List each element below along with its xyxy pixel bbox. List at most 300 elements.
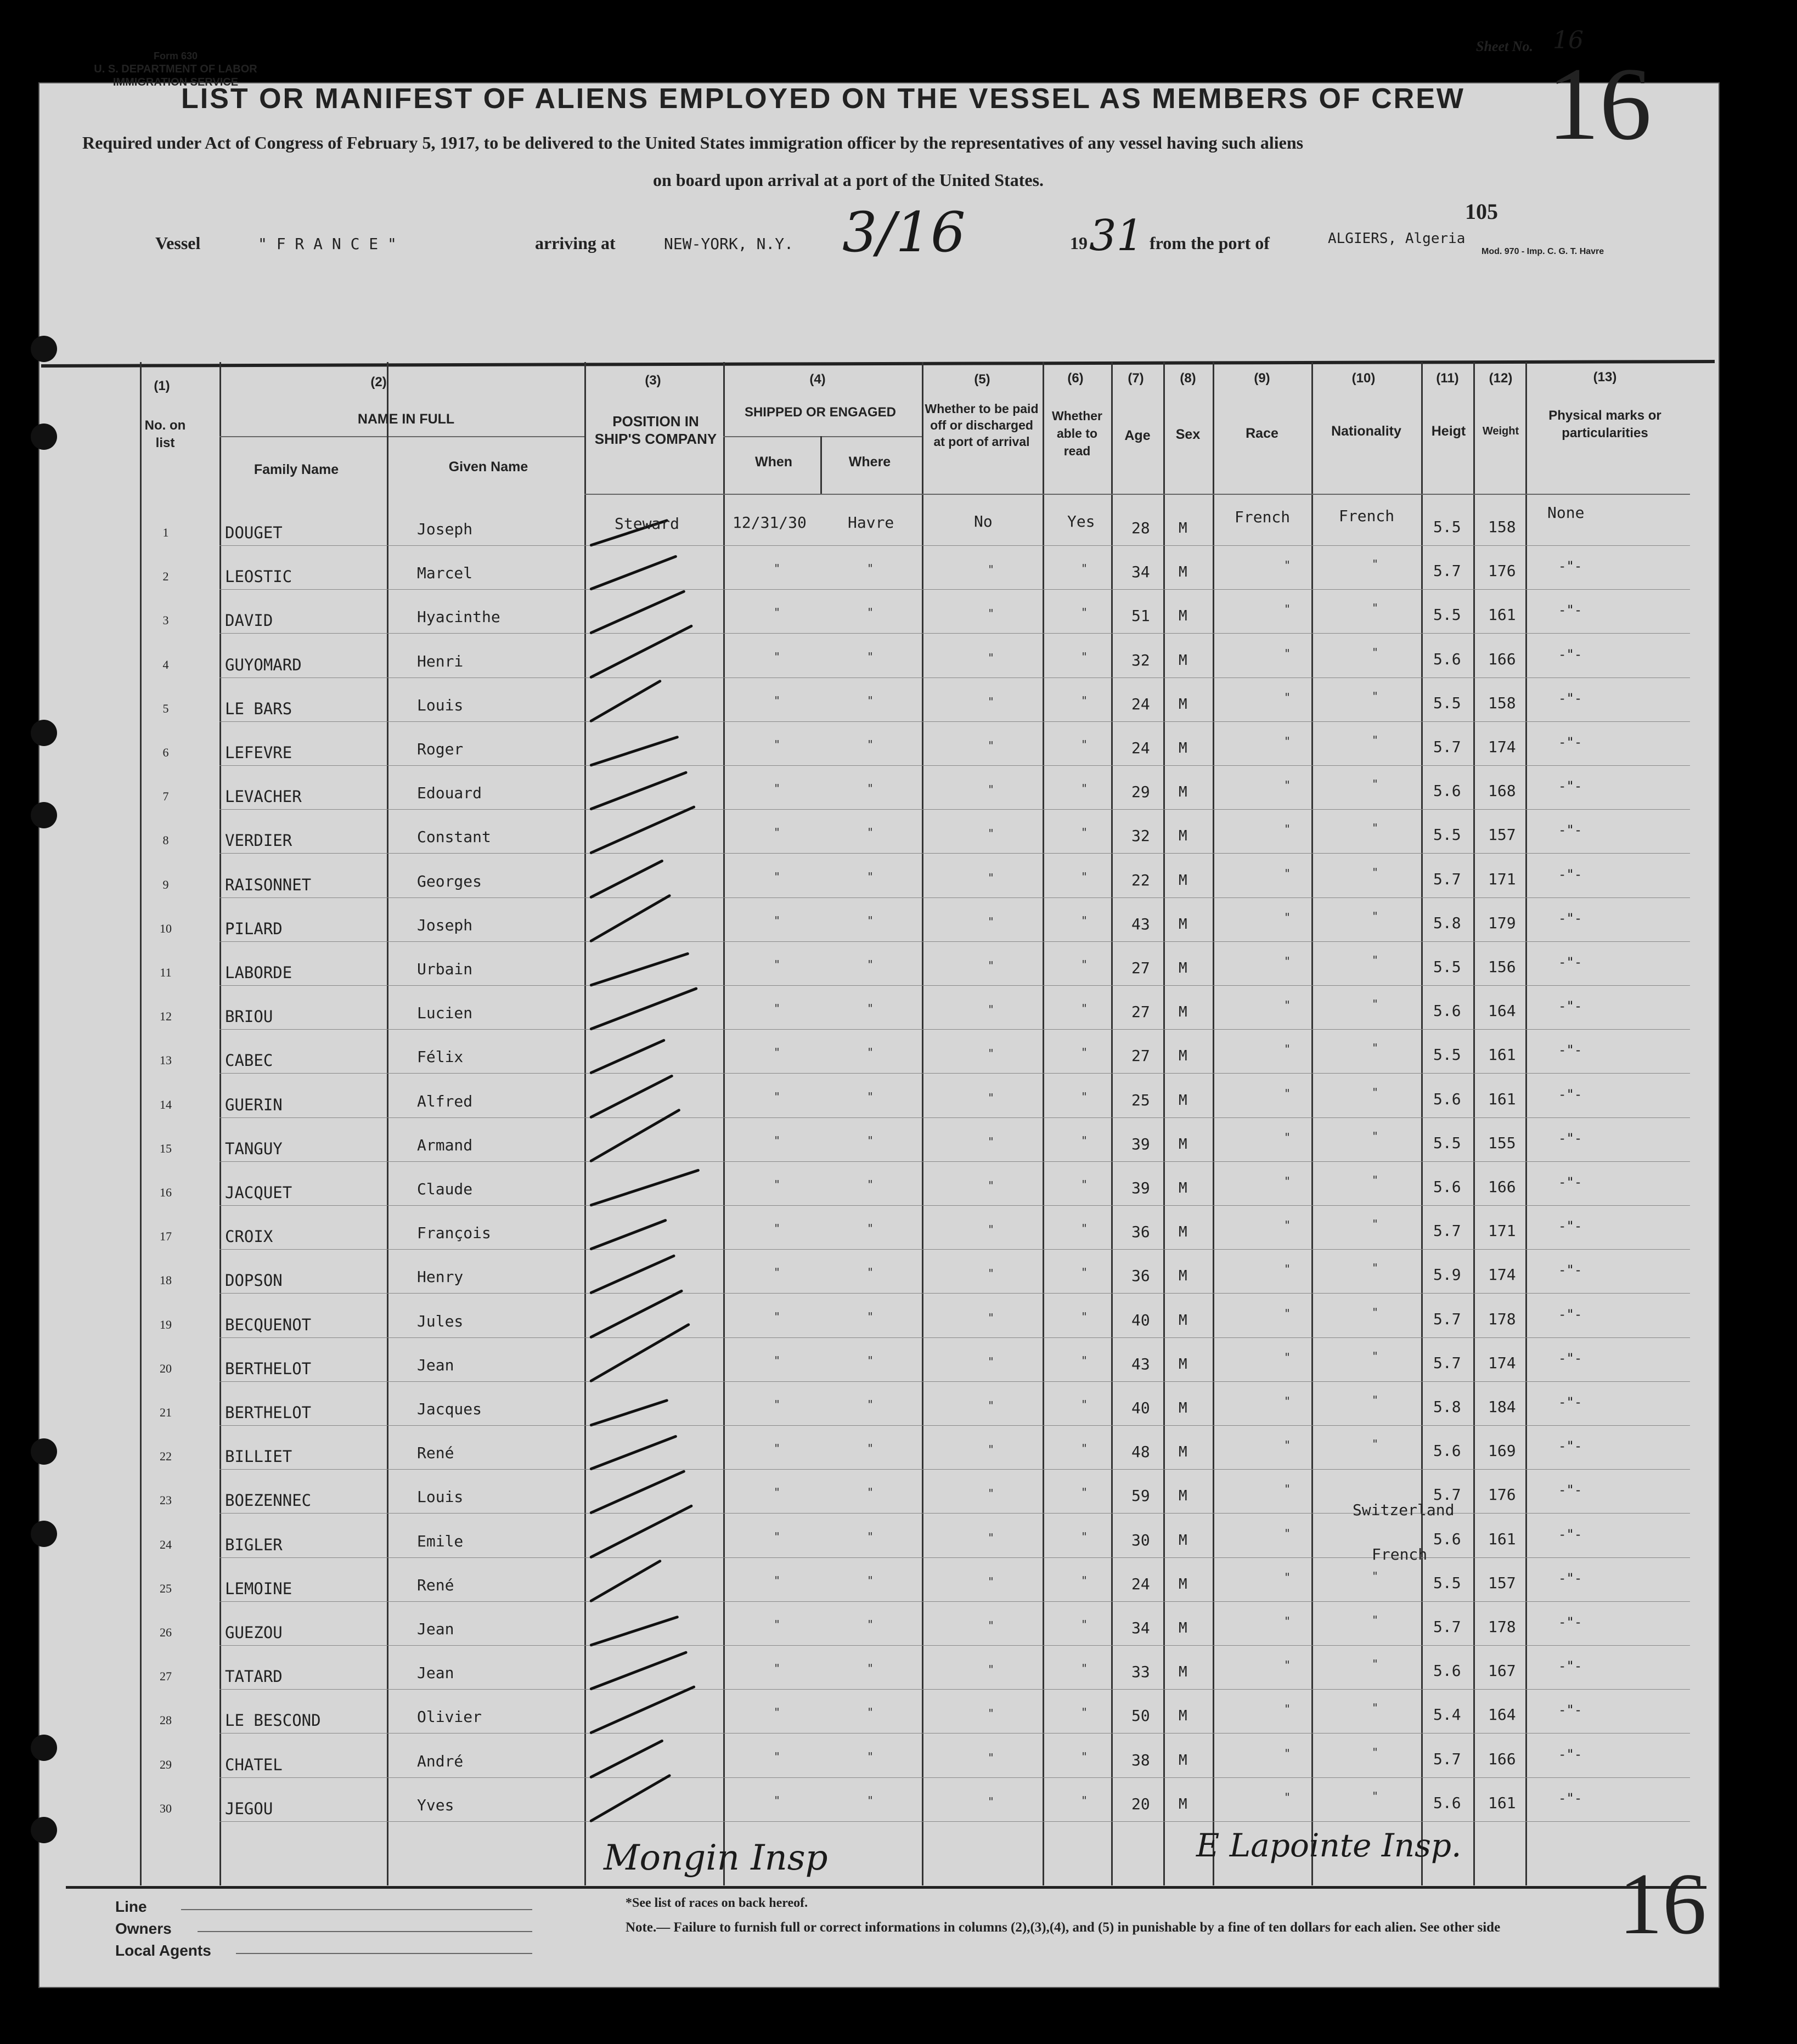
header-sex: Sex [1175, 427, 1201, 442]
sex-value: M [1179, 1576, 1187, 1593]
age-value: 24 [1131, 694, 1150, 713]
height-value: 5.7 [1433, 562, 1461, 580]
marks-ditto: -"- [1558, 1570, 1582, 1586]
sex-value: M [1179, 1224, 1187, 1241]
family-name: LEOSTIC [225, 567, 292, 586]
family-name: RAISONNET [225, 875, 312, 894]
header-rule [219, 436, 584, 437]
read-ditto: " [1081, 1529, 1088, 1543]
signature-right: E Lapointe Insp. [1196, 1827, 1462, 1864]
header-age: Age [1124, 428, 1151, 443]
read-ditto: " [1081, 1618, 1088, 1631]
row-rule [219, 633, 1690, 634]
column-divider [1163, 362, 1165, 1885]
marks-ditto: -"- [1558, 690, 1582, 706]
footer-line-rule [181, 1909, 532, 1910]
marks-ditto: -"- [1558, 1175, 1582, 1190]
row-number: 8 [162, 833, 169, 848]
shipped-when-ditto: " [774, 1573, 781, 1587]
header-rule [584, 494, 1690, 495]
weight-value: 178 [1488, 1618, 1516, 1636]
row-number: 22 [160, 1449, 172, 1464]
weight-value: 161 [1488, 1046, 1516, 1064]
weight-value: 178 [1488, 1309, 1516, 1328]
family-name: CHATEL [225, 1755, 283, 1774]
nationality-ditto: " [1372, 1745, 1379, 1759]
race-ditto: " [1284, 690, 1291, 704]
marks-ditto: -"- [1558, 910, 1582, 926]
paid-off-ditto: " [988, 1399, 995, 1412]
reference-number: 105 [1465, 199, 1498, 224]
given-name: Louis [417, 696, 464, 714]
age-value: 36 [1131, 1223, 1150, 1241]
row-number: 27 [160, 1669, 172, 1684]
row-rule [219, 545, 1690, 546]
age-value: 40 [1131, 1311, 1150, 1329]
family-name: LEFEVRE [225, 743, 292, 762]
sex-value: M [1179, 1444, 1187, 1461]
race-ditto: " [1284, 1262, 1291, 1276]
marks-ditto: -"- [1558, 558, 1582, 574]
given-name: François [417, 1224, 491, 1243]
race-ditto: " [1284, 1394, 1291, 1408]
colnum-10: (10) [1351, 371, 1376, 386]
read-ditto: " [1081, 1309, 1088, 1323]
sex-value: M [1179, 1312, 1187, 1329]
sex-value: M [1179, 608, 1187, 625]
punch-hole [31, 802, 57, 828]
from-label: from the port of [1150, 233, 1270, 253]
read-ditto: " [1081, 1178, 1088, 1191]
marks-ditto: -"- [1558, 1526, 1582, 1542]
weight-value: 155 [1488, 1133, 1516, 1152]
header-family-name: Family Name [254, 462, 339, 477]
marks-ditto: -"- [1558, 955, 1582, 970]
age-value: 39 [1131, 1134, 1150, 1153]
race-ditto: " [1284, 1482, 1291, 1496]
marks-ditto: -"- [1558, 1086, 1582, 1102]
age-value: 43 [1131, 914, 1150, 933]
signature-left: Mongin Insp [604, 1838, 828, 1878]
subtitle-2: on board upon arrival at a port of the United States. [653, 170, 1044, 190]
shipped-when-ditto: " [774, 913, 781, 927]
row-number: 6 [162, 746, 169, 759]
given-name: René [417, 1576, 454, 1594]
shipped-where-ditto: " [867, 1046, 874, 1059]
row-rule [219, 765, 1690, 766]
weight-value: 157 [1488, 826, 1516, 844]
row-number: 26 [160, 1625, 172, 1639]
shipped-where-ditto: " [867, 1793, 874, 1807]
given-name: Jacques [417, 1400, 482, 1418]
sex-value: M [1179, 564, 1187, 581]
nationality-ditto: " [1372, 1657, 1379, 1671]
row-rule [219, 1117, 1690, 1118]
read-ditto: " [1081, 1573, 1088, 1587]
weight-value: 166 [1488, 1178, 1516, 1196]
colnum-12: (12) [1489, 371, 1513, 386]
shipped-when-ditto: " [774, 1089, 781, 1103]
nationality-ditto: " [1372, 953, 1379, 967]
sex-value: M [1179, 1795, 1187, 1813]
row-rule [219, 1073, 1690, 1074]
colnum-2: (2) [370, 375, 387, 389]
family-name: DOUGET [225, 523, 283, 542]
row-rule [219, 985, 1690, 986]
given-name: René [417, 1444, 454, 1463]
read-ditto: " [1081, 958, 1088, 971]
row-rule [219, 1513, 1690, 1514]
vessel-label: Vessel [155, 233, 201, 253]
row-number: 10 [160, 921, 172, 935]
family-name: BERTHELOT [225, 1403, 312, 1422]
paid-off-ditto: " [988, 651, 995, 664]
row-number: 3 [162, 613, 169, 628]
sex-value: M [1179, 696, 1187, 713]
shipped-where-ditto: " [867, 826, 874, 839]
shipped-where-ditto: " [867, 1178, 874, 1191]
height-value: 5.7 [1433, 738, 1461, 756]
shipped-when-ditto: " [774, 826, 781, 839]
given-name: Armand [417, 1136, 473, 1154]
family-name: GUERIN [225, 1095, 283, 1114]
height-value: 5.7 [1433, 1309, 1461, 1328]
given-name: Félix [417, 1048, 464, 1066]
sex-value: M [1179, 1180, 1187, 1196]
shipped-where-ditto: " [867, 1442, 874, 1455]
given-name: Urbain [417, 960, 473, 978]
given-name: Roger [417, 740, 464, 758]
marks-ditto: -"- [1558, 1350, 1582, 1366]
header-position: POSITION IN SHIP'S COMPANY [594, 413, 717, 447]
family-name: LE BARS [225, 699, 292, 718]
footer-owners-label: Owners [115, 1920, 172, 1937]
shipped-when-ditto: " [774, 958, 781, 971]
read-ditto: " [1081, 1793, 1088, 1807]
weight-value: 166 [1488, 1749, 1516, 1768]
shipped-when-ditto: " [774, 1529, 781, 1543]
row-number: 21 [160, 1405, 172, 1419]
nationality-ditto: " [1372, 601, 1379, 615]
read-ditto: " [1081, 913, 1088, 927]
row-rule [219, 1689, 1690, 1690]
row-rule [219, 1601, 1690, 1602]
height-value: 5.8 [1433, 1398, 1461, 1416]
shipped-where-ditto: " [867, 1749, 874, 1763]
family-name: LE BESCOND [225, 1711, 321, 1730]
height-value: 5.5 [1433, 518, 1461, 536]
read-ditto: " [1081, 1486, 1088, 1499]
height-value: 5.7 [1433, 1618, 1461, 1636]
shipped-when-ditto: " [774, 1706, 781, 1719]
row-rule [219, 853, 1690, 854]
age-value: 40 [1131, 1399, 1150, 1417]
age-value: 32 [1131, 651, 1150, 669]
column-divider [1043, 362, 1044, 1885]
sex-value: M [1179, 872, 1187, 889]
height-value: 5.4 [1433, 1706, 1461, 1724]
shipped-where-ditto: " [867, 1353, 874, 1367]
colnum-7: (7) [1128, 371, 1144, 386]
race-ditto: " [1284, 602, 1291, 616]
nationality-ditto: " [1372, 865, 1379, 879]
height-value: 5.5 [1433, 693, 1461, 712]
weight-value: 156 [1488, 958, 1516, 976]
age-value: 38 [1131, 1751, 1150, 1769]
marks-ditto: -"- [1558, 1042, 1582, 1058]
header-when: When [754, 454, 793, 470]
punch-hole [31, 1817, 57, 1843]
height-value: 5.5 [1433, 606, 1461, 624]
age-value: 43 [1131, 1354, 1150, 1373]
sex-value: M [1179, 1136, 1187, 1153]
age-value: 27 [1131, 1003, 1150, 1021]
race-ditto: " [1284, 1086, 1291, 1100]
shipped-where-ditto: " [867, 1133, 874, 1147]
weight-value: 164 [1488, 1706, 1516, 1724]
shipped-when-ditto: " [774, 869, 781, 883]
marks-ditto: -"- [1558, 646, 1582, 662]
paid-off-value: No [974, 512, 993, 530]
column-divider [1111, 362, 1113, 1885]
page-title: LIST OR MANIFEST OF ALIENS EMPLOYED ON THE VESSEL AS MEMBERS OF CREW [181, 83, 1465, 115]
vessel-name: " F R A N C E " [258, 235, 397, 253]
family-name: JEGOU [225, 1799, 273, 1818]
family-name: VERDIER [225, 831, 292, 850]
arriving-label: arriving at [535, 233, 616, 253]
weight-value: 158 [1488, 518, 1516, 536]
manifest-sheet [38, 82, 1720, 1988]
header-able-to-read: Whether able to read [1052, 409, 1102, 458]
marks-ditto: -"- [1558, 1306, 1582, 1322]
given-name: Lucien [417, 1004, 473, 1023]
footer-agents-label: Local Agents [115, 1942, 211, 1959]
sex-value: M [1179, 1488, 1187, 1505]
marks-ditto: -"- [1558, 1262, 1582, 1278]
sex-value: M [1179, 1532, 1187, 1549]
age-value: 27 [1131, 1047, 1150, 1065]
marks-ditto: -"- [1558, 1130, 1582, 1146]
row-rule [219, 589, 1690, 590]
age-value: 59 [1131, 1487, 1150, 1505]
shipped-where-ditto: " [867, 1618, 874, 1631]
header-given-name: Given Name [448, 459, 528, 475]
read-ditto: " [1081, 1089, 1088, 1103]
height-value: 5.7 [1433, 1749, 1461, 1768]
column-divider [1421, 362, 1423, 1885]
marks-ditto: -"- [1558, 1394, 1582, 1410]
shipped-when-ditto: " [774, 1222, 781, 1235]
colnum-8: (8) [1180, 371, 1196, 386]
race-ditto: " [1284, 1175, 1291, 1188]
paid-off-ditto: " [988, 694, 995, 708]
footer-sheet-number: 16 [1619, 1855, 1706, 1952]
row-number: 23 [160, 1493, 172, 1507]
family-name: BERTHELOT [225, 1359, 312, 1378]
nationality-ditto: " [1372, 1349, 1379, 1363]
nationality-ditto: " [1372, 997, 1379, 1011]
shipped-when-ditto: " [774, 1486, 781, 1499]
paid-off-ditto: " [988, 1354, 995, 1368]
header-shipped: SHIPPED OR ENGAGED [744, 405, 897, 420]
shipped-where-ditto: " [867, 1529, 874, 1543]
family-name: BRIOU [225, 1007, 273, 1026]
paid-off-ditto: " [988, 1574, 995, 1588]
header-weight: Weight [1482, 425, 1519, 437]
shipped-where-ditto: " [867, 562, 874, 575]
given-name: Henry [417, 1268, 464, 1286]
family-name: LEVACHER [225, 787, 302, 806]
nationality-ditto: " [1372, 733, 1379, 747]
paid-off-ditto: " [988, 1663, 995, 1676]
shipped-where-ditto: " [867, 1398, 874, 1411]
given-name: Joseph [417, 520, 473, 538]
header-where: Where [848, 454, 891, 470]
row-rule [219, 1557, 1690, 1558]
family-name: GUEZOU [225, 1623, 283, 1642]
column-divider [922, 362, 923, 1885]
height-value: 5.6 [1433, 1178, 1461, 1196]
shipped-where-ditto: " [867, 958, 874, 971]
height-value: 5.6 [1433, 1442, 1461, 1460]
punch-hole [31, 336, 57, 362]
family-name: CABEC [225, 1051, 273, 1070]
age-value: 36 [1131, 1267, 1150, 1285]
read-ditto: " [1081, 1706, 1088, 1719]
sex-value: M [1179, 1400, 1187, 1416]
race-ditto: " [1284, 1526, 1291, 1540]
family-name: BOEZENNEC [225, 1491, 312, 1510]
age-value: 32 [1131, 827, 1150, 845]
sex-value: M [1179, 1004, 1187, 1021]
fine-note: Note.— Failure to furnish full or correct informations in columns (2),(3),(4), and (5) in punishable by a fine of ten dollars for each alien. See other side [626, 1920, 1501, 1935]
marks-ditto: -"- [1558, 735, 1582, 750]
age-value: 24 [1131, 1574, 1150, 1593]
read-ditto: " [1081, 826, 1088, 839]
column-divider [1311, 362, 1313, 1885]
nationality-ditto: " [1372, 1305, 1379, 1319]
punch-hole [31, 1735, 57, 1761]
read-value: Yes [1067, 512, 1095, 530]
punch-hole [31, 1438, 57, 1465]
shipped-when-ditto: " [774, 1178, 781, 1191]
read-ditto: " [1081, 869, 1088, 883]
age-value: 22 [1131, 871, 1150, 889]
punch-hole [31, 720, 57, 746]
arriving-port: NEW-YORK, N.Y. [664, 235, 794, 253]
marks-ditto: -"- [1558, 822, 1582, 838]
sheet-number: 16 [1547, 47, 1652, 162]
paid-off-ditto: " [988, 739, 995, 752]
read-ditto: " [1081, 1353, 1088, 1367]
shipped-when-ditto: " [774, 1662, 781, 1675]
race-ditto: " [1284, 778, 1291, 792]
row-rule [219, 1645, 1690, 1646]
read-ditto: " [1081, 1662, 1088, 1675]
paid-off-ditto: " [988, 1267, 995, 1280]
shipped-when-ditto: " [774, 1398, 781, 1411]
header-no-on-list: No. on list [144, 418, 186, 450]
shipped-when-ditto: " [774, 1309, 781, 1323]
row-number: 24 [160, 1537, 172, 1551]
nationality-value: French [1372, 1545, 1428, 1563]
nationality-ditto: " [1372, 689, 1379, 703]
punch-hole [31, 424, 57, 450]
row-number: 2 [162, 569, 169, 584]
race-ditto: " [1284, 1658, 1291, 1672]
row-number: 5 [162, 701, 169, 715]
shipped-where-ditto: " [867, 693, 874, 707]
shipped-where-ditto: " [867, 782, 874, 795]
weight-value: 157 [1488, 1573, 1516, 1592]
height-value: 5.6 [1433, 1662, 1461, 1680]
paid-off-ditto: " [988, 1794, 995, 1808]
read-ditto: " [1081, 606, 1088, 619]
sex-value: M [1179, 1708, 1187, 1725]
row-number: 29 [160, 1757, 172, 1771]
height-value: 5.5 [1433, 1133, 1461, 1152]
shipped-when-ditto: " [774, 782, 781, 795]
height-value: 5.5 [1433, 1573, 1461, 1592]
age-value: 33 [1131, 1663, 1150, 1681]
race-ditto: " [1284, 1614, 1291, 1628]
shipped-when-ditto: " [774, 650, 781, 663]
paid-off-ditto: " [988, 1091, 995, 1104]
nationality-ditto: " [1372, 645, 1379, 659]
weight-value: 164 [1488, 1002, 1516, 1020]
row-rule [219, 1381, 1690, 1382]
column-divider [584, 362, 586, 1885]
race-ditto: " [1284, 1218, 1291, 1232]
subcolumn-divider [387, 436, 388, 494]
height-value: 5.6 [1433, 1529, 1461, 1548]
nationality-ditto: " [1372, 1129, 1379, 1143]
row-rule [219, 721, 1690, 722]
nationality-ditto: " [1372, 1613, 1379, 1627]
age-value: 29 [1131, 783, 1150, 801]
shipped-when-ditto: " [774, 1618, 781, 1631]
family-name: DAVID [225, 611, 273, 630]
row-number: 16 [160, 1185, 172, 1199]
height-value: 5.7 [1433, 869, 1461, 888]
race-ditto: " [1284, 1702, 1291, 1716]
age-value: 34 [1131, 563, 1150, 581]
marks-ditto: -"- [1558, 1482, 1582, 1498]
given-name: Jules [417, 1312, 464, 1330]
family-name: BECQUENOT [225, 1315, 312, 1334]
nationality-ditto: " [1372, 909, 1379, 923]
column-divider [1473, 362, 1475, 1885]
given-name: Jean [417, 1620, 454, 1638]
row-number: 25 [160, 1581, 172, 1595]
column-divider [140, 362, 142, 1885]
height-value: 5.5 [1433, 958, 1461, 976]
age-value: 48 [1131, 1443, 1150, 1461]
shipped-when-ditto: " [774, 606, 781, 619]
age-value: 25 [1131, 1091, 1150, 1109]
paid-off-ditto: " [988, 959, 995, 972]
printer-line: Mod. 970 - Imp. C. G. T. Havre [1481, 247, 1604, 256]
read-ditto: " [1081, 1749, 1088, 1763]
family-name: JACQUET [225, 1183, 292, 1202]
paid-off-ditto: " [988, 1443, 995, 1456]
read-ditto: " [1081, 1046, 1088, 1059]
given-name: Jean [417, 1664, 454, 1682]
shipped-when-ditto: " [774, 1046, 781, 1059]
read-ditto: " [1081, 1133, 1088, 1147]
marks-ditto: -"- [1558, 1658, 1582, 1674]
marks-ditto: -"- [1558, 1438, 1582, 1454]
